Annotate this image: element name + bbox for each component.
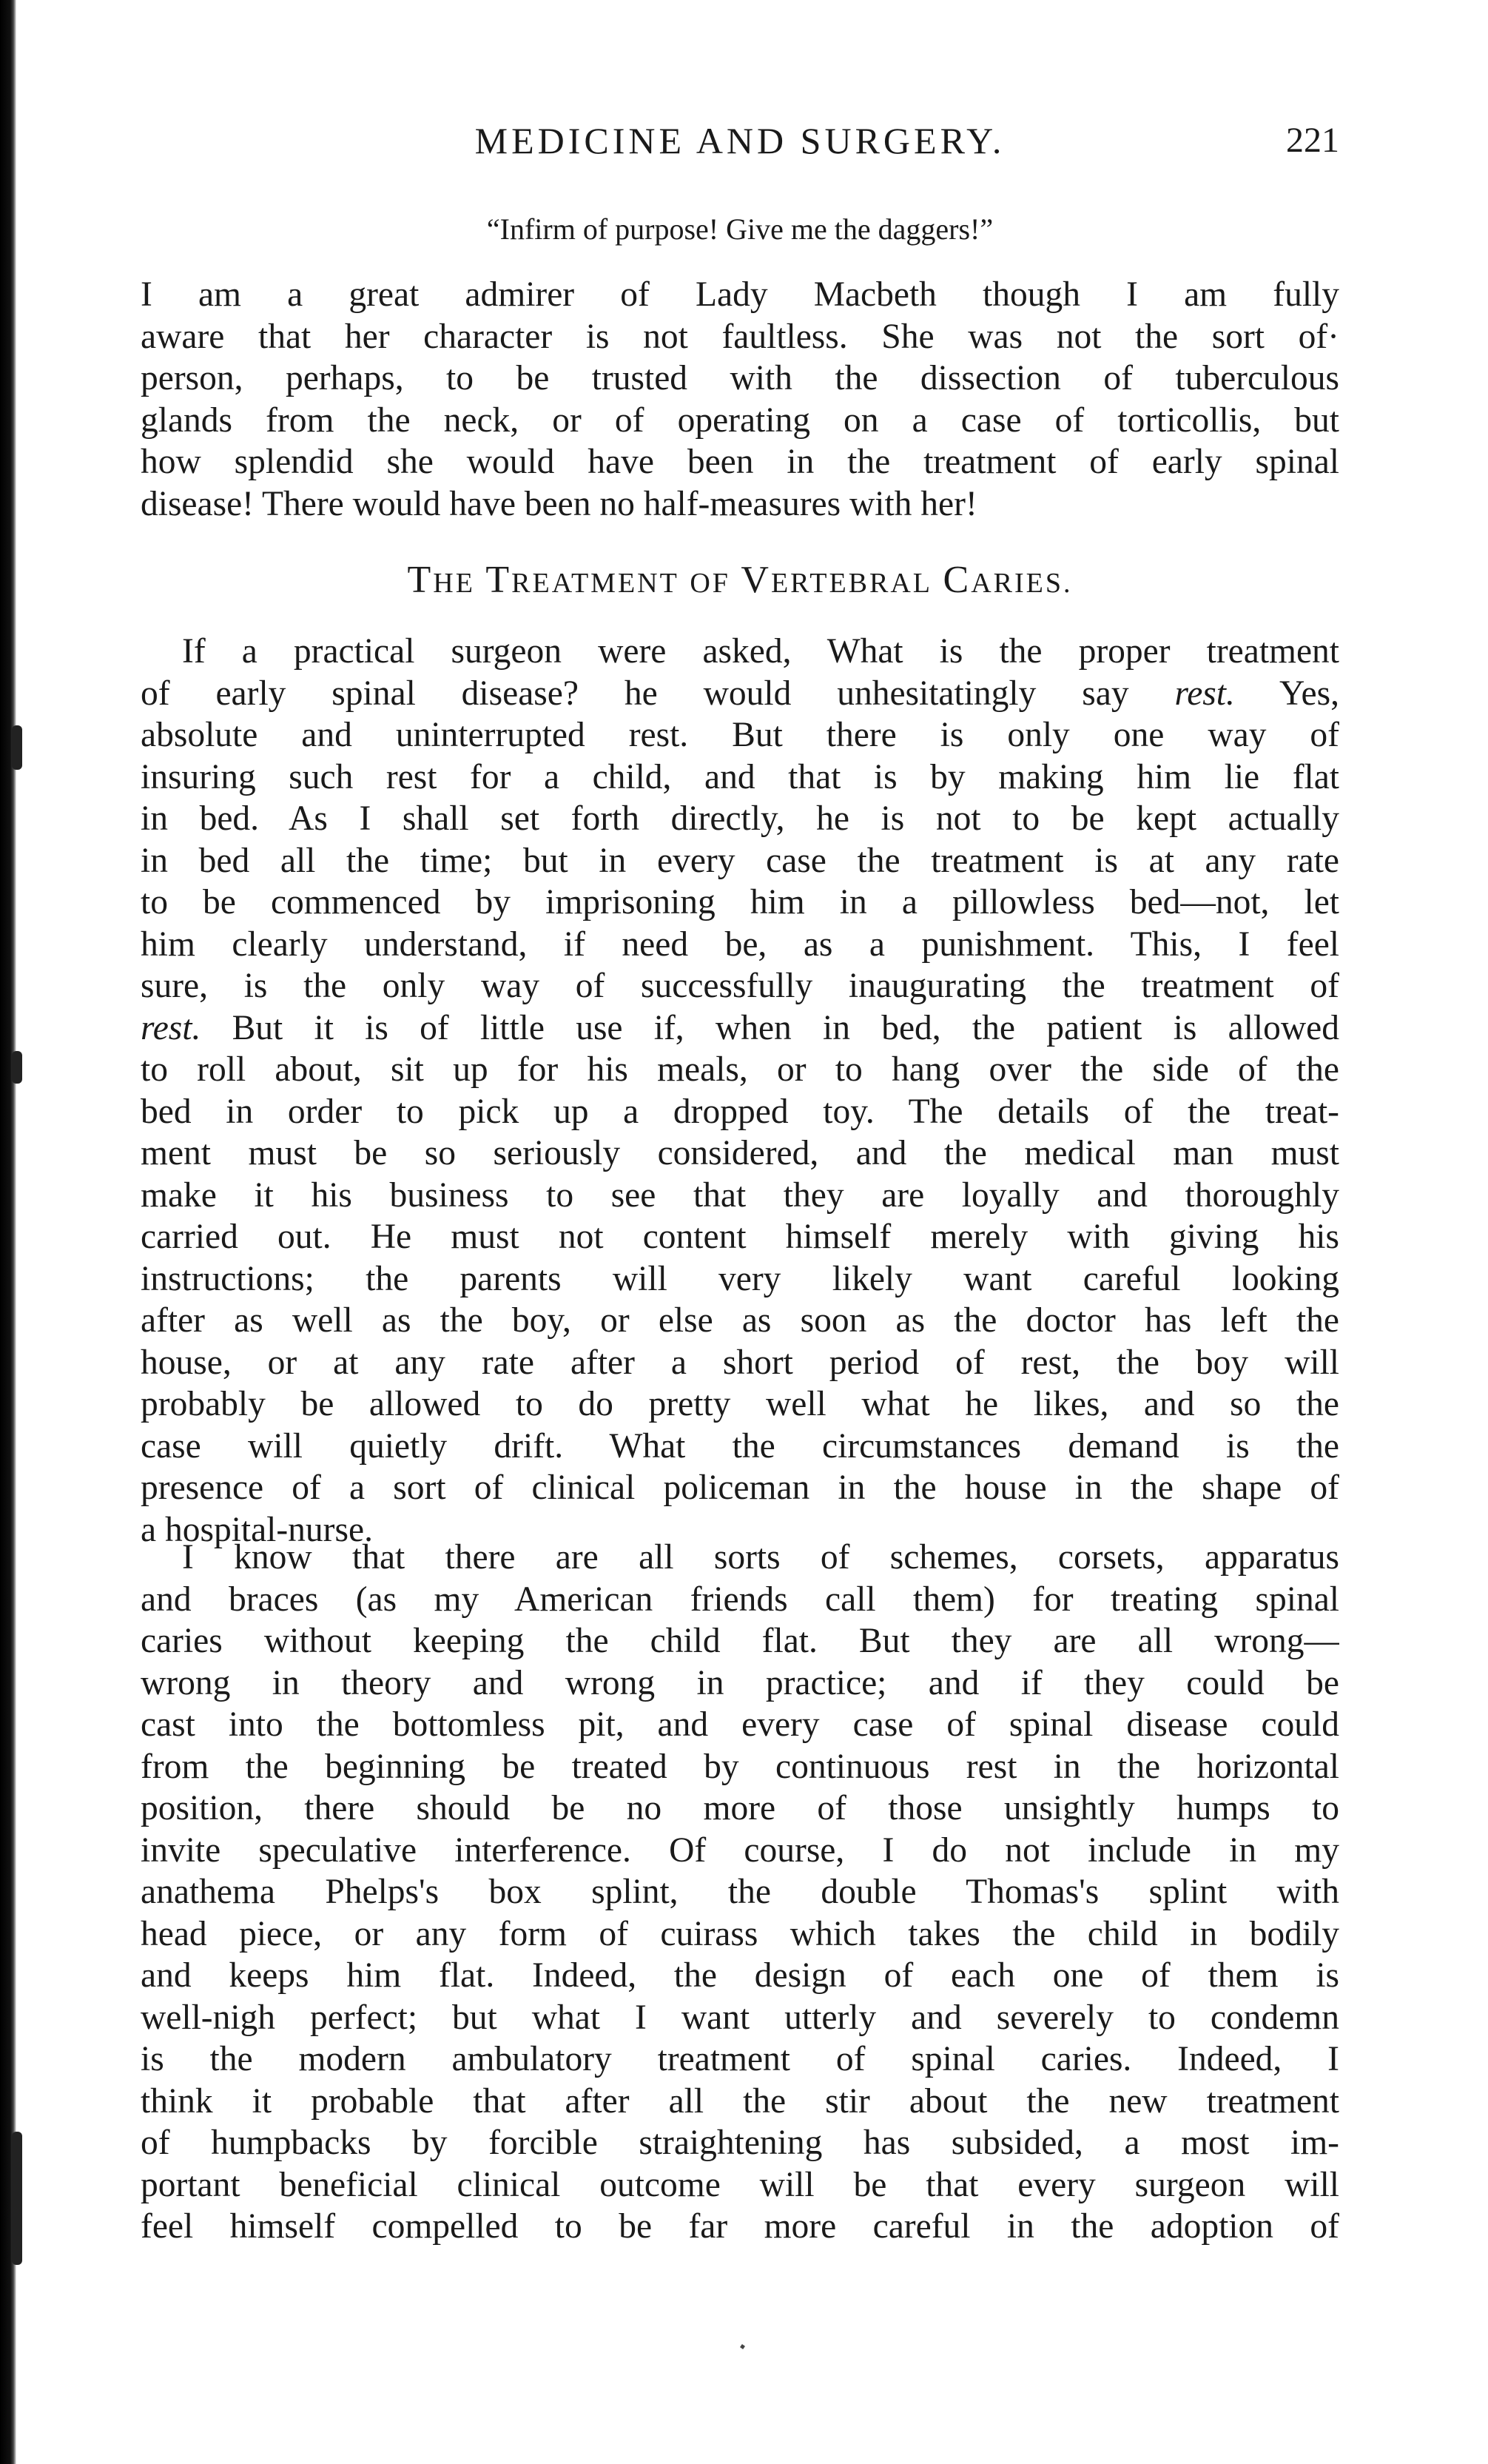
binding-mark [12,725,22,770]
text-run: ment must be so seriously considered, and the medical man must [141,1134,1339,1172]
text-run: him clearly understand, if need be, as a punishment. This, I feel [141,924,1339,964]
text-line [141,1007,1339,1050]
text-run: But it is of little use if, when in bed, the patient is allowed [201,1008,1339,1047]
text-line: cast into the bottomless pit, and every case of spinal disease could [141,1705,1339,1744]
text-run: case will quietly drift. What the circumstances demand is the [141,1426,1339,1466]
heading-word: TREATMENT [485,559,679,601]
binding-edge [0,0,16,2464]
text-line: anathema Phelps's box splint, the double Thomas's splint with [141,1873,1339,1911]
running-title: MEDICINE AND SURGERY. [474,120,1006,161]
text-run: of early spinal disease? he would unhesitatingly say [141,674,1175,713]
text-line [141,714,1339,756]
text-line [141,1300,1339,1342]
text-line: of humpbacks by forcible straightening has subsided, a most im- [141,2124,1339,2162]
section-heading [141,557,1339,607]
text-line [141,1216,1339,1258]
text-run: to be commenced by imprisoning him in a pillowless bed—not, let [141,883,1339,922]
text-line: invite speculative interference. Of course, I do not include in my [141,1830,1339,1870]
text-line: position, there should be no more of those unsightly humps to [141,1789,1339,1827]
heading-word: CARIES. [943,559,1073,601]
text-line: and keeps him flat. Indeed, the design of each one of them is [141,1956,1339,1995]
emphasis-text: rest. [1174,674,1235,713]
text-run: probably be allowed to do pretty well what he likes, and so the [141,1385,1339,1423]
text-line: caries without keeping the child flat. But they are all wrong— [141,1622,1339,1660]
text-run: instructions; the parents will very likely want careful looking [141,1259,1339,1298]
text-line [141,756,1339,799]
text-line [141,1132,1339,1175]
text-line [141,1426,1339,1468]
text-line [141,1342,1339,1384]
binding-mark [12,2132,22,2265]
text-line: person, perhaps, to be trusted with the dissection of tuberculous [141,359,1339,397]
running-head [141,115,1339,167]
text-run: absolute and uninterrupted rest. But there is only one way of [141,716,1339,754]
text-line: wrong in theory and wrong in practice; and if they could be [141,1663,1339,1702]
text-line [141,1467,1339,1509]
text-line [141,1175,1339,1217]
text-run: presence of a sort of clinical policeman in the house in the shape of [141,1468,1339,1507]
text-line [141,840,1339,882]
text-line: from the beginning be treated by continuous rest in the horizontal [141,1747,1339,1786]
text-line [141,1258,1339,1300]
text-run: insuring such rest for a child, and that is by making him lie flat [141,757,1339,796]
text-line: how splendid she would have been in the treatment of early spinal [141,443,1339,481]
text-run: to roll about, sit up for his meals, or to hang over the side of the [141,1050,1339,1089]
text-line [141,924,1339,966]
text-line: glands from the neck, or of operating on a case of torticollis, but [141,400,1339,440]
stray-ink-mark [740,2344,745,2349]
text-run: house, or at any rate after a short period of rest, the boy will [141,1343,1339,1382]
text-line: I am a great admirer of Lady Macbeth though I am fully [141,275,1339,314]
text-run: after as well as the boy, or else as soon as the doctor has left the [141,1301,1339,1340]
text-line: disease! There would have been no half-measures with her! [141,484,977,523]
text-line [141,965,1339,1007]
text-run: carried out. He must not content himself merely with giving his [141,1218,1339,1256]
paragraph-schemes-corsets [141,1537,1339,2248]
text-line: I know that there are all sorts of schemes, corsets, apparatus [182,1538,1339,1577]
heading-word: OF [690,568,730,599]
text-line [141,1049,1339,1091]
text-run: sure, is the only way of successfully inaugurating the treatment of [141,967,1339,1005]
text-line [141,882,1339,924]
binding-mark [12,1051,22,1084]
text-run: make it his business to see that they are loyally and thoroughly [141,1175,1339,1215]
text-line [141,1091,1339,1133]
epigraph-quote: “Infirm of purpose! Give me the daggers!” [486,212,994,246]
text-line: head piece, or any form of cuirass which takes the child in bodily [141,1914,1339,1953]
heading-word: VERTEBRAL [741,559,933,601]
heading-word: THE [407,559,475,601]
text-run: a hospital-nurse. [141,1510,373,1549]
text-run: If a practical surgeon were asked, What is the proper treatment [182,632,1339,671]
text-line: think it probable that after all the stir about the new treatment [141,2081,1339,2121]
text-line: well-nigh perfect; but what I want utterly and severely to condemn [141,1998,1339,2037]
text-line: is the modern ambulatory treatment of spinal caries. Indeed, I [141,2040,1339,2078]
text-run: Yes, [1234,674,1339,713]
emphasis-text: rest. [141,1008,201,1047]
paragraph-lady-macbeth [141,274,1339,525]
text-line: portant beneficial clinical outcome will be that every surgeon will [141,2165,1339,2204]
page-number: 221 [1286,121,1339,160]
text-line: feel himself compelled to be far more careful in the adoption of [141,2207,1339,2246]
text-run: in bed all the time; but in every case the treatment is at any rate [141,841,1339,880]
text-line: aware that her character is not faultless. She was not the sort of· [141,317,1339,356]
text-line [141,631,1339,673]
paragraph-treatment-rest [141,631,1339,1551]
text-run: bed in order to pick up a dropped toy. The details of the treat- [141,1092,1339,1131]
text-line [141,673,1339,715]
text-line: and braces (as my American friends call them) for treating spinal [141,1580,1339,1619]
text-run: in bed. As I shall set forth directly, he is not to be kept actually [141,799,1339,838]
text-line [141,798,1339,840]
text-line [141,1383,1339,1426]
